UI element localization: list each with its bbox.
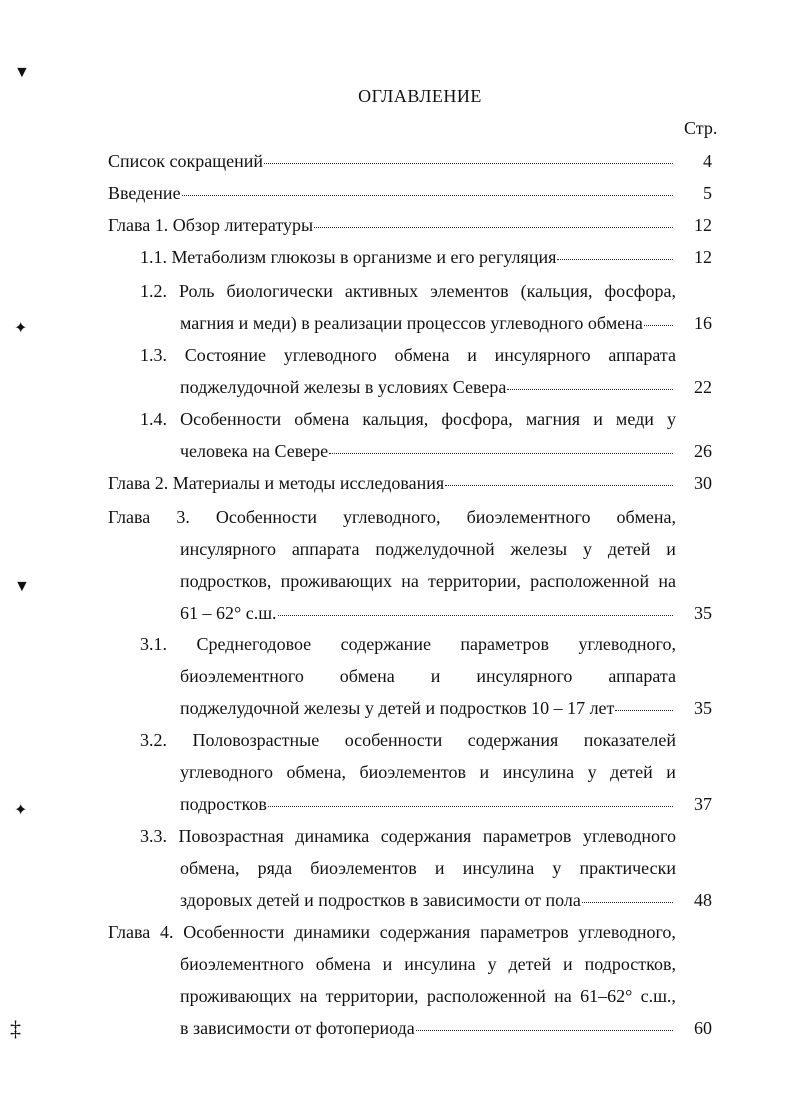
dot-leader xyxy=(582,902,673,903)
toc-entry-line xyxy=(140,345,676,369)
toc-entry-line xyxy=(108,473,676,497)
toc-page-number: 60 xyxy=(694,1018,712,1038)
toc-entry-text: подростков, проживающих на территории, расположенной на xyxy=(180,571,676,591)
dot-leader xyxy=(416,1030,673,1031)
toc-entry-text: обмена, ряда биоэлементов и инсулина у практически xyxy=(180,858,676,878)
dot-leader xyxy=(557,259,673,260)
dot-leader xyxy=(314,227,673,228)
toc-entry-line xyxy=(140,281,676,305)
toc-entry-line xyxy=(180,762,676,786)
dot-leader xyxy=(644,325,673,326)
toc-entry-text: 3.2. Половозрастные особенности содержания показателей xyxy=(140,730,676,750)
page-title: ОГЛАВЛЕНИЕ xyxy=(358,86,482,106)
dot-leader xyxy=(615,710,673,711)
scan-mark-icon: ✦ xyxy=(14,802,28,819)
toc-entry-text: углеводного обмена, биоэлементов и инсулина у детей и xyxy=(180,762,676,782)
toc-entry-text: 61 – 62° с.ш. xyxy=(180,603,277,623)
toc-entry-line xyxy=(180,539,676,563)
toc-entry-line xyxy=(108,151,676,175)
toc-entry-text: человека на Севере xyxy=(180,441,329,461)
toc-page-number: 16 xyxy=(694,313,712,333)
toc-entry-text: Список сокращений xyxy=(108,151,263,171)
toc-page-number: 4 xyxy=(703,151,712,171)
toc-entry-text: Введение xyxy=(108,183,181,203)
toc-entry-text: 1.1. Метаболизм глюкозы в организме и его регуляция xyxy=(140,247,557,267)
toc-page-number: 12 xyxy=(694,247,712,267)
toc-entry-line xyxy=(180,603,676,627)
toc-entry-text: Глава 4. Особенности динамики содержания параметров углеводного, xyxy=(108,922,676,942)
dot-leader xyxy=(329,453,673,454)
toc-entry-line xyxy=(180,890,676,914)
toc-entry-text: биоэлементного обмена и инсулина у детей и подростков, xyxy=(180,954,676,974)
toc-page-number: 35 xyxy=(694,603,712,623)
toc-entry-line xyxy=(180,571,676,595)
toc-entry-line xyxy=(140,409,676,433)
toc-page-number: 5 xyxy=(703,183,712,203)
toc-page-number: 12 xyxy=(694,215,712,235)
toc-entry-line xyxy=(180,698,676,722)
toc-entry-line xyxy=(180,441,676,465)
toc-entry-line xyxy=(108,215,676,239)
toc-entry-line xyxy=(180,858,676,882)
scan-mark-icon: ▼ xyxy=(14,64,30,81)
toc-entry-line xyxy=(180,794,676,818)
scan-mark-icon: ‡ xyxy=(10,1016,21,1041)
dot-leader xyxy=(268,806,673,807)
toc-entry-line xyxy=(140,634,676,658)
toc-page-number: 35 xyxy=(694,698,712,718)
toc-entry-text: инсулярного аппарата поджелудочной железы у детей и xyxy=(180,539,676,559)
toc-entry-text: поджелудочной железы в условиях Севера xyxy=(180,377,507,397)
toc-entry-text: 1.4. Особенности обмена кальция, фосфора, магния и меди у xyxy=(140,409,676,429)
dot-leader xyxy=(264,163,673,164)
toc-entry-line xyxy=(108,922,676,946)
toc-entry-text: Глава 3. Особенности углеводного, биоэлементного обмена, xyxy=(108,507,676,527)
scan-mark-icon: ▼ xyxy=(14,578,30,595)
toc-entry-text: здоровых детей и подростков в зависимости от пола xyxy=(180,890,581,910)
toc-entry-text: 3.3. Повозрастная динамика содержания параметров углеводного xyxy=(140,826,676,846)
toc-entry-text: поджелудочной железы у детей и подростков 10 – 17 лет xyxy=(180,698,615,718)
toc-entry-line xyxy=(140,826,676,850)
toc-entry-text: биоэлементного обмена и инсулярного аппарата xyxy=(180,666,676,686)
dot-leader xyxy=(182,195,673,196)
toc-entry-text: Глава 1. Обзор литературы xyxy=(108,215,314,235)
toc-entry-text: 1.2. Роль биологически активных элементов (кальция, фосфора, xyxy=(140,281,676,301)
dot-leader xyxy=(445,485,673,486)
toc-entry-text: проживающих на территории, расположенной на 61–62° с.ш., xyxy=(180,986,676,1006)
toc-entry-line xyxy=(140,730,676,754)
toc-page-number: 48 xyxy=(694,890,712,910)
dot-leader xyxy=(507,389,673,390)
toc-entry-line xyxy=(108,507,676,531)
toc-entry-text: Глава 2. Материалы и методы исследования xyxy=(108,473,445,493)
toc-entry-line xyxy=(180,1018,676,1042)
toc-entry-line xyxy=(108,183,676,207)
toc-entry-line xyxy=(180,986,676,1010)
toc-entry-text: в зависимости от фотопериода xyxy=(180,1018,415,1038)
toc-entry-line xyxy=(140,247,676,271)
toc-entry-line xyxy=(180,377,676,401)
toc-entry-text: 3.1. Среднегодовое содержание параметров углеводного, xyxy=(140,634,676,654)
dot-leader xyxy=(278,615,673,616)
toc-entry-text: 1.3. Состояние углеводного обмена и инсулярного аппарата xyxy=(140,345,676,365)
scan-mark-icon: ✦ xyxy=(14,320,28,337)
toc-page-number: 30 xyxy=(694,473,712,493)
toc-page-number: 37 xyxy=(694,794,712,814)
toc-entry-line xyxy=(180,313,676,337)
toc-entry-line xyxy=(180,954,676,978)
toc-page-number: 22 xyxy=(694,377,712,397)
toc-entry-text: подростков xyxy=(180,794,267,814)
toc-entry-text: магния и меди) в реализации процессов углеводного обмена xyxy=(180,313,643,333)
toc-entry-line xyxy=(180,666,676,690)
toc-page-number: 26 xyxy=(694,441,712,461)
page-column-header: Стр. xyxy=(684,118,718,138)
